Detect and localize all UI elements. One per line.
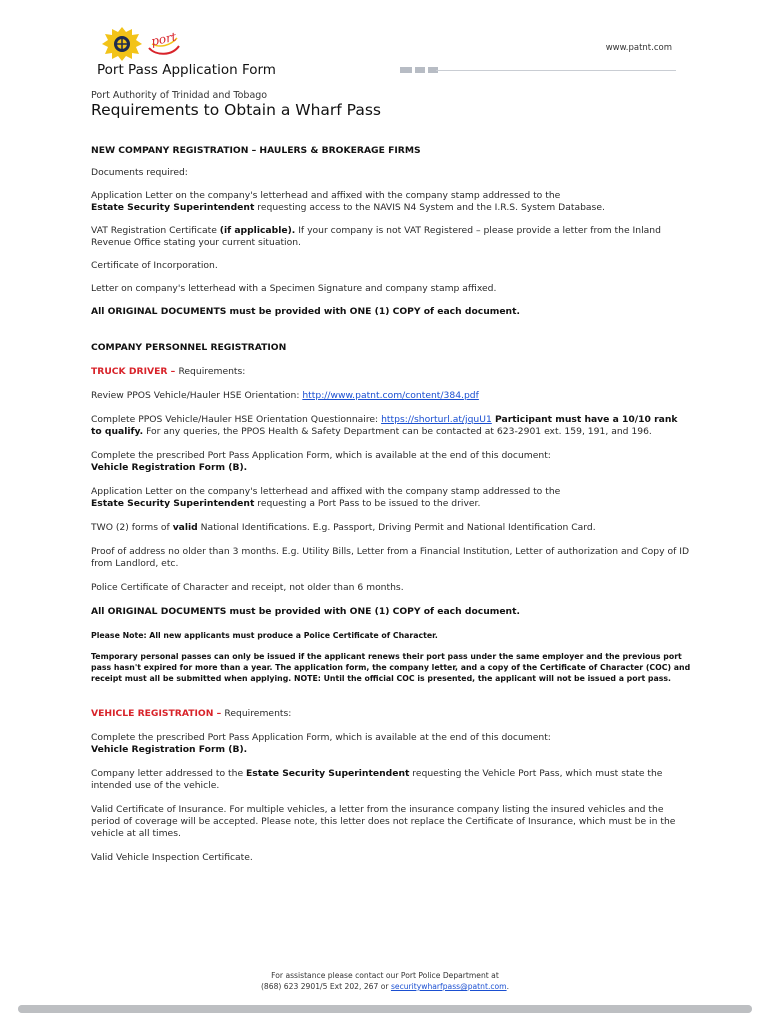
- incorporation-item: Certificate of Incorporation.: [91, 260, 218, 271]
- bold-span: Estate Security Superintendent: [91, 498, 255, 509]
- truck-driver-heading: [91, 366, 691, 378]
- port-logo-text: port: [149, 29, 178, 49]
- documents-required-label: Documents required:: [91, 167, 188, 178]
- website-url[interactable]: www.patnt.com: [605, 43, 672, 53]
- section-title-company: NEW COMPANY REGISTRATION – HAULERS & BROKERAGE FIRMS: [91, 145, 421, 156]
- horizontal-scrollbar-thumb[interactable]: [18, 1005, 752, 1013]
- footer-line-1: For assistance please contact our Port Police Department at: [271, 971, 499, 980]
- company-application-letter: [91, 190, 691, 214]
- inspection-certificate-item: Valid Vehicle Inspection Certificate.: [91, 852, 253, 863]
- text-span: VAT Registration Certificate: [91, 225, 220, 236]
- document-body: [91, 145, 691, 864]
- footer-email-link[interactable]: securitywharfpass@patnt.com: [390, 982, 507, 991]
- hse-orientation-link[interactable]: http://www.patnt.com/content/384.pdf: [302, 390, 479, 401]
- specimen-signature-item: Letter on company's letterhead with a Specimen Signature and company stamp affixed.: [91, 283, 497, 294]
- text-span: National Identifications. E.g. Passport, Driving Permit and National Identification Card.: [197, 522, 596, 533]
- driver-application-letter: [91, 486, 691, 510]
- text-span: Company letter addressed to the: [91, 768, 247, 779]
- driver-application-form-item: [91, 450, 691, 474]
- bold-span: Vehicle Registration Form (B).: [91, 462, 248, 473]
- bold-span: Estate Security Superintendent: [91, 202, 255, 213]
- hse-orientation-item: [91, 390, 691, 402]
- bold-span: Participant must have a 10/10 rank to qualify.: [91, 414, 678, 437]
- national-id-item: [91, 522, 691, 534]
- text-span: Complete PPOS Vehicle/Hauler HSE Orientation Questionnaire:: [91, 414, 382, 425]
- text-span: (868) 623 2901/5 Ext 202, 267 or: [260, 982, 391, 991]
- vehicle-registration-label: VEHICLE REGISTRATION –: [91, 708, 225, 719]
- truck-driver-label: TRUCK DRIVER –: [91, 366, 179, 377]
- original-documents-note: All ORIGINAL DOCUMENTS must be provided with ONE (1) COPY of each document.: [91, 306, 520, 317]
- hse-questionnaire-item: [91, 414, 691, 438]
- bold-span: valid: [172, 522, 198, 533]
- text-span: TWO (2) forms of: [91, 522, 173, 533]
- text-span: Review PPOS Vehicle/Hauler HSE Orientation:: [91, 390, 303, 401]
- original-documents-note-personnel: All ORIGINAL DOCUMENTS must be provided with ONE (1) COPY of each document.: [91, 606, 520, 617]
- text-span: Requirements:: [178, 366, 246, 377]
- bold-span: Vehicle Registration Form (B).: [91, 744, 248, 755]
- organization-name: Port Authority of Trinidad and Tobago: [91, 90, 268, 101]
- page-heading: Requirements to Obtain a Wharf Pass: [91, 101, 381, 119]
- port-authority-crest-icon: [100, 26, 144, 62]
- form-title: Port Pass Application Form: [97, 62, 276, 78]
- section-title-personnel: COMPANY PERSONNEL REGISTRATION: [91, 342, 287, 353]
- decorative-bars: [400, 67, 438, 73]
- port-logo-icon: [146, 24, 182, 60]
- text-span: requesting a Port Pass to be issued to the driver.: [254, 498, 481, 509]
- vehicle-registration-heading: [91, 708, 691, 720]
- page-footer: [0, 970, 770, 992]
- text-span: If your company is not VAT Registered – please provide a letter from the Inland Revenue Office stating your current situation.: [91, 225, 661, 248]
- hse-questionnaire-link[interactable]: https://shorturl.at/jquU1: [381, 414, 492, 425]
- text-span: Complete the prescribed Port Pass Application Form, which is available at the end of this document:: [91, 732, 551, 743]
- text-span: requesting access to the NAVIS N4 System and the I.R.S. System Database.: [254, 202, 605, 213]
- text-span: Application Letter on the company's letterhead and affixed with the company stamp addressed to the: [91, 190, 561, 201]
- police-certificate-item: Police Certificate of Character and receipt, not older than 6 months.: [91, 582, 404, 593]
- vat-certificate-item: [91, 225, 691, 249]
- vehicle-company-letter: [91, 768, 691, 792]
- please-note: Please Note: All new applicants must produce a Police Certificate of Character.: [91, 631, 438, 640]
- text-span: Application Letter on the company's letterhead and affixed with the company stamp addressed to the: [91, 486, 561, 497]
- temporary-pass-note: Temporary personal passes can only be issued if the applicant renews their port pass under the same employer and the previous port pass hasn't expired for more than a year. The application form, the company letter, and a copy of the Certificate of Character (COC) and receipt must all be submitted when applying. NOTE: Until the official COC is presented, the applicant will not be issued a port pass.: [91, 652, 691, 683]
- footer-line-2: [0, 981, 770, 992]
- text-span: Requirements:: [224, 708, 292, 719]
- decorative-divider: [436, 70, 676, 71]
- text-span: For any queries, the PPOS Health & Safety Department can be contacted at 623-2901 ext. 159, 191, and 196.: [143, 426, 652, 437]
- text-span: requesting the Vehicle Port Pass, which must state the intended use of the vehicle.: [91, 768, 663, 791]
- vehicle-application-form-item: [91, 732, 691, 756]
- proof-of-address-item: Proof of address no older than 3 months. E.g. Utility Bills, Letter from a Financial Institution, Letter of authorization and Copy of ID from Landlord, etc.: [91, 546, 690, 569]
- bold-span: (if applicable).: [219, 225, 296, 236]
- text-span: .: [506, 982, 510, 991]
- insurance-certificate-item: Valid Certificate of Insurance. For multiple vehicles, a letter from the insurance company listing the insured vehicles and the period of coverage will be accepted. Please note, this letter does not replace the Certificate of Insurance, which must be in the vehicle at all times.: [91, 804, 676, 839]
- text-span: Complete the prescribed Port Pass Application Form, which is available at the end of this document:: [91, 450, 551, 461]
- bold-span: Estate Security Superintendent: [246, 768, 410, 779]
